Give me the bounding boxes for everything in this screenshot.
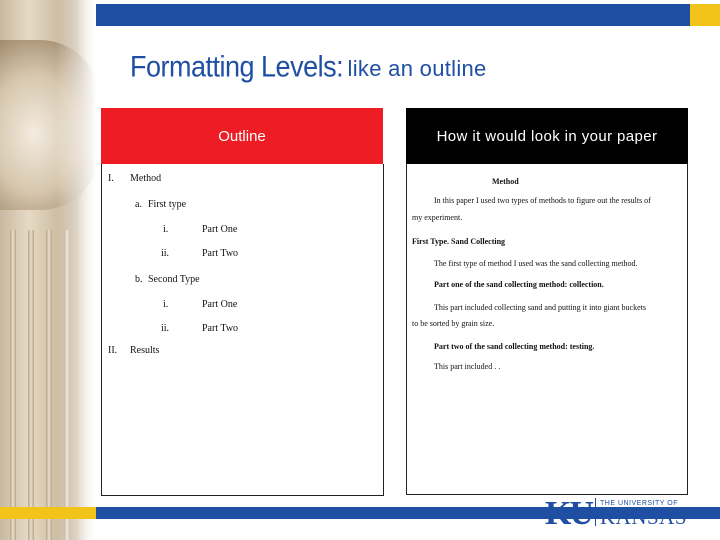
slide-title-sub: like an outline bbox=[347, 56, 487, 81]
column-flute bbox=[46, 230, 52, 540]
slide-title bbox=[130, 52, 690, 88]
paper-subheading: Part two of the sand collecting method: testing. bbox=[434, 342, 595, 351]
outline-panel bbox=[101, 164, 384, 496]
paper-subheading: First Type. Sand Collecting bbox=[412, 237, 506, 246]
outline-marker: b. bbox=[135, 274, 143, 285]
outline-header bbox=[101, 108, 383, 164]
outline-item: Part Two bbox=[202, 248, 239, 259]
ku-wordmark-big: KANSAS bbox=[600, 505, 688, 529]
slide-title-main: Formatting Levels: bbox=[130, 50, 344, 84]
bottom-yellow-accent bbox=[0, 507, 96, 519]
ku-mark: KU bbox=[545, 495, 592, 532]
column-fade bbox=[56, 0, 96, 540]
outline-marker: ii. bbox=[161, 248, 170, 259]
paper-text: In this paper I used two types of methods to figure out the results of bbox=[434, 196, 651, 205]
paper-example-panel bbox=[406, 164, 688, 495]
top-yellow-accent bbox=[690, 4, 720, 26]
outline-item: Part Two bbox=[202, 323, 239, 334]
outline-marker: i. bbox=[163, 224, 169, 235]
ku-logo-divider bbox=[595, 498, 596, 526]
outline-item: Part One bbox=[202, 299, 238, 310]
paper-text: The first type of method I used was the sand collecting method. bbox=[434, 259, 638, 268]
column-flute bbox=[28, 230, 34, 540]
ku-logo bbox=[545, 494, 690, 532]
outline-item: Second Type bbox=[148, 274, 200, 285]
paper-text: This part included collecting sand and putting it into giant buckets bbox=[434, 303, 646, 312]
outline-header-label: Outline bbox=[218, 127, 266, 145]
outline-marker: a. bbox=[135, 199, 142, 210]
outline-item: First type bbox=[148, 199, 187, 210]
outline-marker: ii. bbox=[161, 323, 170, 334]
ku-wordmark bbox=[600, 500, 687, 528]
paper-example-header bbox=[406, 108, 688, 164]
outline-marker: II. bbox=[108, 345, 118, 356]
paper-example-header-label: How it would look in your paper bbox=[436, 127, 658, 145]
outline-item: Results bbox=[130, 345, 160, 356]
column-decoration bbox=[0, 0, 96, 540]
paper-text: to be sorted by grain size. bbox=[412, 319, 495, 328]
outline-item: Method bbox=[130, 173, 162, 184]
outline-marker: i. bbox=[163, 299, 169, 310]
outline-item: Part One bbox=[202, 224, 238, 235]
paper-heading: Method bbox=[492, 177, 519, 186]
paper-text: my experiment. bbox=[412, 213, 463, 222]
paper-subheading: Part one of the sand collecting method: collection. bbox=[434, 280, 604, 289]
outline-marker: I. bbox=[108, 173, 114, 184]
column-flute bbox=[10, 230, 16, 540]
ku-wordmark-small: THE UNIVERSITY OF bbox=[600, 500, 678, 507]
paper-text: This part included . . bbox=[434, 362, 501, 371]
top-blue-bar bbox=[96, 4, 690, 26]
